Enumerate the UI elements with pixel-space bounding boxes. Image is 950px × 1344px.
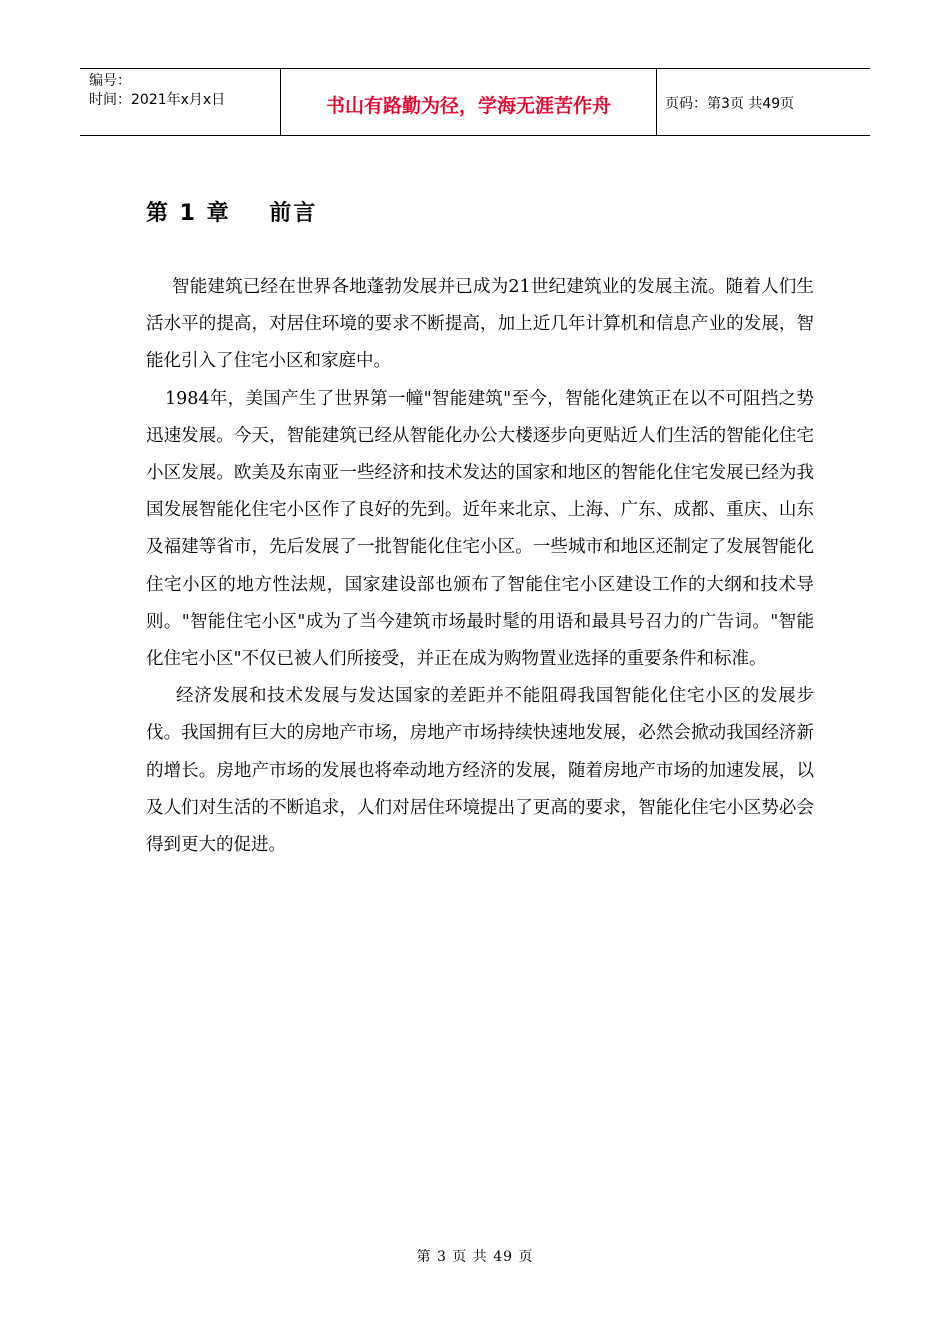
paragraph: 智能建筑已经在世界各地蓬勃发展并已成为21世纪建筑业的发展主流。随着人们生活水平的提高，对居住环境的要求不断提高，加上近几年计算机和信息产业的发展，智能化引入了住宅小区和家庭中。 — [146, 277, 814, 372]
header-page-cell — [657, 69, 870, 135]
paragraph: 经济发展和技术发展与发达国家的差距并不能阻碍我国智能化住宅小区的发展步伐。我国拥有巨大的房地产市场，房地产市场持续快速地发展，必然会掀动我国经济新的增长。房地产市场的发展也将牵动地方经济的发展，随着房地产市场的加速发展，以及人们对生活的不断追求，人们对居住环境提出了更高的要求，智能化住宅小区势必会得到更大的促进。 — [146, 686, 814, 856]
page-footer: 第 3 页 共 49 页 — [416, 1249, 534, 1265]
serial-label: 编号： — [89, 73, 131, 89]
paragraph: 1984年，美国产生了世界第一幢"智能建筑"至今，智能化建筑正在以不可阻挡之势迅速发展。今天，智能建筑已经从智能化办公大楼逐步向更贴近人们生活的智能化住宅小区发展。欧美及东南亚一些经济和技术发达的国家和地区的智能化住宅发展已经为我国发展智能化住宅小区作了良好的先到。近年来北京、上海、广东、成都、重庆、山东及福建等省市，先后发展了一批智能化住宅小区。一些城市和地区还制定了发展智能化住宅小区的地方性法规，国家建设部也颁布了智能住宅小区建设工作的大纲和技术导则。"智能住宅小区"成为了当今建筑市场最时髦的用语和最具号召力的广告词。"智能化住宅小区"不仅已被人们所接受，并正在成为购物置业选择的重要条件和标准。 — [146, 388, 814, 670]
date-label: 时间：2021年x月x日 — [89, 92, 226, 108]
chapter-title: 第 1 章 前言 — [146, 201, 318, 226]
motto-text: 书山有路勤为径，学海无涯苦作舟 — [325, 94, 611, 117]
header-motto-cell — [281, 69, 657, 135]
page-header — [80, 68, 870, 136]
header-meta-cell — [80, 69, 281, 135]
page-info: 页码：第3页 共49页 — [665, 96, 795, 112]
body-content — [146, 269, 814, 864]
